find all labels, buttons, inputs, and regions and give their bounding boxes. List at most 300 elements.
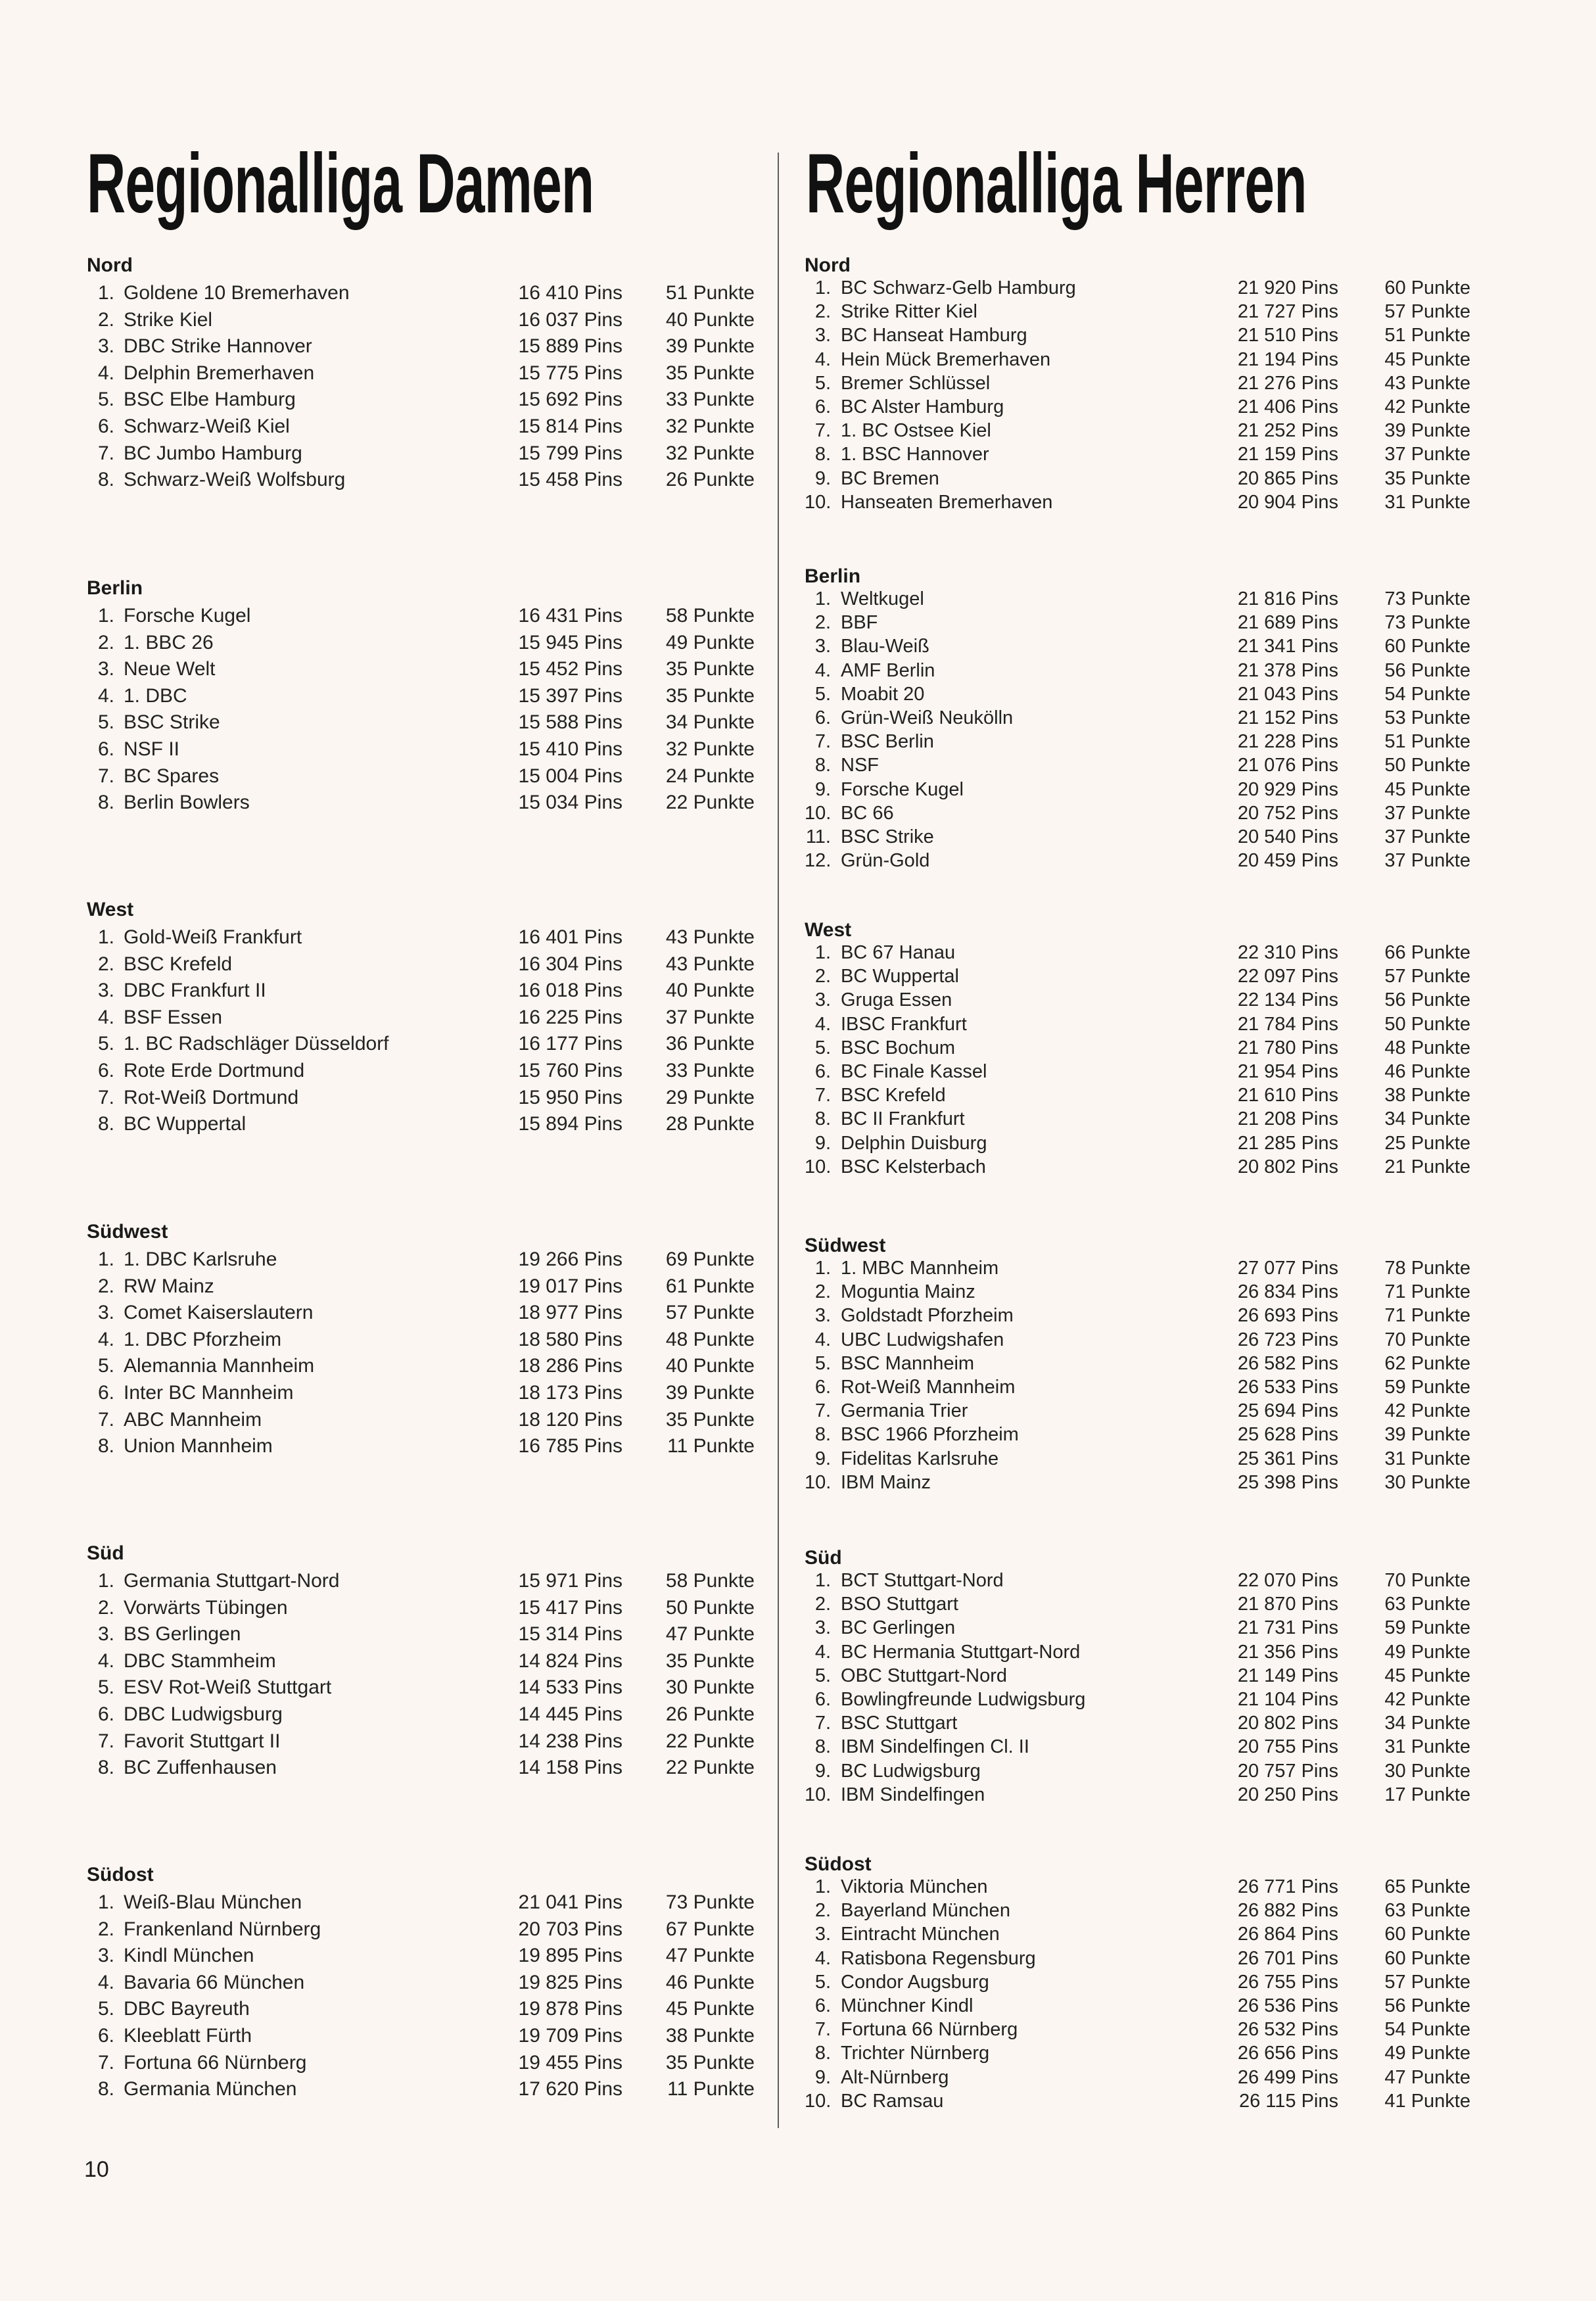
team-name: Bayerland München (841, 1900, 1010, 1922)
pins-cell: 26 656 Pins (1237, 2043, 1338, 2064)
table-row (805, 1375, 1470, 1399)
rank-cell: 3. (97, 1623, 114, 1646)
table-row (805, 1352, 1470, 1375)
table-row (805, 634, 1470, 658)
table-row (805, 276, 1470, 300)
table-row (805, 1616, 1470, 1640)
pins-cell: 14 533 Pins (518, 1676, 622, 1699)
team-name: BSO Stuttgart (841, 1594, 958, 1615)
team-name: Schwarz-Weiß Wolfsburg (124, 469, 346, 491)
rank-cell: 3. (814, 989, 831, 1011)
table-row (87, 468, 755, 492)
table-row (805, 2041, 1470, 2065)
pins-cell: 21 610 Pins (1237, 1085, 1338, 1106)
points-cell: 29 Punkte (665, 1086, 755, 1108)
points-cell: 70 Punkte (1384, 1329, 1470, 1350)
team-name: Blau-Weiß (841, 636, 929, 657)
points-cell: 41 Punkte (1384, 2090, 1470, 2112)
pins-cell: 22 310 Pins (1237, 942, 1338, 963)
table-row (805, 849, 1470, 872)
team-name: Bremer Schlüssel (841, 372, 991, 394)
rank-cell: 1. (97, 1891, 114, 1913)
team-name: ABC Mannheim (124, 1408, 262, 1431)
team-name: BC Wuppertal (124, 1113, 246, 1135)
pins-cell: 15 458 Pins (518, 469, 622, 491)
pins-cell: 21 406 Pins (1237, 396, 1338, 417)
rank-cell: 10. (805, 802, 832, 824)
points-cell: 45 Punkte (1384, 778, 1470, 800)
section-heading: Südost (87, 1864, 154, 1886)
pins-cell: 15 410 Pins (518, 738, 622, 760)
table-row (805, 2018, 1470, 2041)
pins-cell: 15 971 Pins (518, 1570, 622, 1592)
table-row (87, 926, 755, 949)
team-name: Moabit 20 (841, 683, 925, 705)
pins-cell: 21 780 Pins (1237, 1037, 1338, 1058)
rank-cell: 10. (805, 491, 832, 513)
pins-cell: 25 398 Pins (1237, 1471, 1338, 1493)
table-row (87, 281, 755, 305)
rank-cell: 3. (97, 1945, 114, 1967)
page-title-damen: Regionalliga Damen (87, 137, 594, 231)
team-name: Grün-Weiß Neukölln (841, 707, 1014, 728)
points-cell: 25 Punkte (1384, 1132, 1470, 1154)
points-cell: 39 Punkte (665, 1382, 755, 1404)
table-row (87, 1435, 755, 1458)
rank-cell: 7. (97, 442, 114, 464)
pins-cell: 15 397 Pins (518, 684, 622, 707)
points-cell: 43 Punkte (1384, 372, 1470, 394)
points-cell: 22 Punkte (665, 1757, 755, 1779)
rank-cell: 5. (97, 1033, 114, 1055)
points-cell: 70 Punkte (1384, 1570, 1470, 1591)
points-cell: 45 Punkte (1384, 1665, 1470, 1686)
team-name: BSC Elbe Hamburg (124, 389, 296, 411)
rank-cell: 2. (814, 301, 831, 323)
page-title-herren: Regionalliga Herren (806, 137, 1307, 231)
points-cell: 51 Punkte (1384, 325, 1470, 346)
rank-cell: 6. (814, 1995, 831, 2016)
team-name: BC Ludwigsburg (841, 1760, 981, 1782)
team-name: Fortuna 66 Nürnberg (124, 2051, 307, 2074)
table-row (805, 778, 1470, 801)
team-name: DBC Frankfurt II (124, 980, 266, 1002)
points-cell: 37 Punkte (1384, 444, 1470, 465)
table-row (805, 490, 1470, 514)
rank-cell: 2. (814, 966, 831, 987)
points-cell: 65 Punkte (1384, 1876, 1470, 1897)
pins-cell: 26 536 Pins (1237, 1995, 1338, 2016)
pins-cell: 17 620 Pins (518, 2078, 622, 2100)
table-row (805, 753, 1470, 777)
team-name: BC Bremen (841, 467, 939, 489)
points-cell: 32 Punkte (665, 415, 755, 437)
pins-cell: 20 459 Pins (1237, 850, 1338, 872)
points-cell: 46 Punkte (665, 1971, 755, 1993)
pins-cell: 26 693 Pins (1237, 1305, 1338, 1327)
table-row (805, 348, 1470, 371)
pins-cell: 22 097 Pins (1237, 966, 1338, 987)
team-name: BSC Strike (841, 826, 934, 847)
pins-cell: 26 115 Pins (1238, 2090, 1338, 2112)
pins-cell: 25 361 Pins (1237, 1448, 1338, 1469)
table-row (805, 1994, 1470, 2018)
pins-cell: 21 731 Pins (1237, 1617, 1338, 1639)
team-name: Neue Welt (124, 658, 216, 680)
team-name: Union Mannheim (124, 1435, 273, 1458)
points-cell: 35 Punkte (665, 684, 755, 707)
rank-cell: 8. (97, 1435, 114, 1458)
pins-cell: 15 894 Pins (518, 1113, 622, 1135)
points-cell: 54 Punkte (1384, 2019, 1470, 2041)
rank-cell: 3. (97, 1302, 114, 1324)
team-name: Rot-Weiß Mannheim (841, 1377, 1016, 1398)
table-row (87, 1032, 755, 1056)
rank-cell: 9. (814, 778, 831, 800)
team-name: Favorit Stuttgart II (124, 1730, 281, 1752)
pins-cell: 15 945 Pins (518, 631, 622, 653)
rank-cell: 1. (97, 605, 114, 627)
points-cell: 67 Punkte (665, 1918, 755, 1940)
pins-cell: 20 904 Pins (1237, 491, 1338, 513)
points-cell: 22 Punkte (665, 792, 755, 814)
points-cell: 47 Punkte (665, 1623, 755, 1646)
pins-cell: 21 356 Pins (1237, 1641, 1338, 1663)
team-name: BBF (841, 612, 878, 634)
team-name: BSC Mannheim (841, 1352, 975, 1374)
team-name: DBC Strike Hannover (124, 335, 312, 358)
points-cell: 39 Punkte (1384, 1424, 1470, 1446)
pins-cell: 21 041 Pins (518, 1891, 622, 1913)
rank-cell: 1. (814, 588, 831, 609)
pins-cell: 19 017 Pins (518, 1275, 622, 1297)
team-name: Delphin Duisburg (841, 1132, 987, 1154)
points-cell: 35 Punkte (665, 362, 755, 384)
team-name: 1. DBC Pforzheim (124, 1328, 282, 1350)
team-name: 1. DBC (124, 684, 187, 707)
rank-cell: 1. (97, 1570, 114, 1592)
points-cell: 32 Punkte (665, 442, 755, 464)
table-row (87, 791, 755, 815)
table-row (805, 964, 1470, 988)
pins-cell: 26 582 Pins (1237, 1352, 1338, 1374)
team-name: BSC Bochum (841, 1037, 956, 1058)
team-name: BC Jumbo Hamburg (124, 442, 302, 464)
rank-cell: 5. (97, 711, 114, 734)
table-row (87, 711, 755, 734)
table-row (87, 1328, 755, 1352)
points-cell: 48 Punkte (665, 1328, 755, 1350)
pins-cell: 27 077 Pins (1237, 1258, 1338, 1279)
rank-cell: 4. (97, 1971, 114, 1993)
points-cell: 58 Punkte (665, 605, 755, 627)
points-cell: 26 Punkte (665, 469, 755, 491)
points-cell: 38 Punkte (665, 2025, 755, 2047)
table-row (805, 1471, 1470, 1494)
rank-cell: 2. (97, 953, 114, 975)
points-cell: 45 Punkte (665, 1998, 755, 2020)
pins-cell: 16 304 Pins (518, 953, 622, 975)
points-cell: 31 Punkte (1384, 1448, 1470, 1469)
team-name: IBM Sindelfingen (841, 1784, 985, 1805)
team-name: Gold-Weiß Frankfurt (124, 926, 302, 948)
points-cell: 49 Punkte (1384, 2043, 1470, 2064)
pins-cell: 16 410 Pins (518, 282, 622, 304)
table-row (87, 1623, 755, 1646)
points-cell: 53 Punkte (1384, 707, 1470, 728)
table-row (805, 706, 1470, 730)
rank-cell: 7. (97, 1408, 114, 1431)
points-cell: 61 Punkte (665, 1275, 755, 1297)
points-cell: 47 Punkte (1384, 2066, 1470, 2088)
pins-cell: 22 070 Pins (1237, 1570, 1338, 1591)
team-name: BSC Krefeld (841, 1085, 946, 1106)
team-name: Forsche Kugel (841, 778, 964, 800)
pins-cell: 18 120 Pins (518, 1408, 622, 1431)
rank-cell: 3. (814, 1617, 831, 1639)
pins-cell: 18 580 Pins (518, 1328, 622, 1350)
team-name: BC Gerlingen (841, 1617, 956, 1639)
rank-cell: 2. (814, 612, 831, 634)
team-name: 1. BC Ostsee Kiel (841, 420, 991, 442)
table-row (805, 941, 1470, 964)
team-name: Ratisbona Regensburg (841, 1947, 1036, 1969)
points-cell: 26 Punkte (665, 1703, 755, 1725)
team-name: DBC Bayreuth (124, 1998, 250, 2020)
table-row (805, 2089, 1470, 2113)
pins-cell: 21 954 Pins (1237, 1061, 1338, 1082)
points-cell: 11 Punkte (667, 2078, 755, 2100)
table-row (87, 1112, 755, 1136)
pins-cell: 15 034 Pins (518, 792, 622, 814)
table-row (87, 442, 755, 465)
table-row (87, 1997, 755, 2021)
rank-cell: 8. (814, 755, 831, 776)
team-name: 1. MBC Mannheim (841, 1258, 999, 1279)
team-name: Hein Mück Bremerhaven (841, 348, 1051, 370)
points-cell: 35 Punkte (665, 1649, 755, 1672)
points-cell: 42 Punkte (1384, 1689, 1470, 1710)
table-row (805, 300, 1470, 323)
pins-cell: 26 532 Pins (1237, 2019, 1338, 2041)
pins-cell: 26 771 Pins (1237, 1876, 1338, 1897)
team-name: Inter BC Mannheim (124, 1382, 294, 1404)
points-cell: 73 Punkte (665, 1891, 755, 1913)
rank-cell: 7. (814, 420, 831, 442)
pins-cell: 15 799 Pins (518, 442, 622, 464)
team-name: BC Hanseat Hamburg (841, 325, 1027, 346)
table-row (805, 1131, 1470, 1155)
pins-cell: 26 499 Pins (1237, 2066, 1338, 2088)
table-row (805, 1060, 1470, 1083)
points-cell: 40 Punkte (665, 980, 755, 1002)
team-name: Rote Erde Dortmund (124, 1060, 305, 1081)
table-row (805, 1899, 1470, 1922)
rank-cell: 4. (814, 1947, 831, 1969)
team-name: Bowlingfreunde Ludwigsburg (841, 1689, 1086, 1710)
rank-cell: 5. (814, 1665, 831, 1686)
pins-cell: 26 723 Pins (1237, 1329, 1338, 1350)
points-cell: 33 Punkte (665, 1060, 755, 1081)
points-cell: 30 Punkte (665, 1676, 755, 1699)
points-cell: 30 Punkte (1384, 1760, 1470, 1782)
points-cell: 43 Punkte (665, 953, 755, 975)
pins-cell: 15 452 Pins (518, 658, 622, 680)
points-cell: 50 Punkte (1384, 755, 1470, 776)
table-row (805, 1423, 1470, 1446)
rank-cell: 3. (97, 980, 114, 1002)
points-cell: 71 Punkte (1384, 1305, 1470, 1327)
points-cell: 21 Punkte (1384, 1156, 1470, 1177)
rank-cell: 6. (97, 1382, 114, 1404)
team-name: BSC 1966 Pforzheim (841, 1424, 1019, 1446)
points-cell: 62 Punkte (1384, 1352, 1470, 1374)
table-row (805, 1012, 1470, 1036)
rank-cell: 2. (97, 1918, 114, 1940)
rank-cell: 6. (97, 1060, 114, 1081)
rank-cell: 4. (814, 1329, 831, 1350)
table-row (805, 1947, 1470, 1970)
team-name: Eintracht München (841, 1924, 1000, 1945)
team-name: 1. DBC Karlsruhe (124, 1248, 277, 1270)
pins-cell: 16 037 Pins (518, 308, 622, 331)
table-row (87, 1381, 755, 1405)
pins-cell: 21 076 Pins (1237, 755, 1338, 776)
rank-cell: 3. (814, 325, 831, 346)
table-row (87, 1569, 755, 1593)
table-row (87, 1649, 755, 1673)
team-name: RW Mainz (124, 1275, 214, 1297)
table-row (87, 1086, 755, 1110)
table-row (805, 419, 1470, 442)
rank-cell: 6. (814, 396, 831, 417)
rank-cell: 6. (814, 1377, 831, 1398)
rank-cell: 8. (814, 1424, 831, 1446)
team-name: BSF Essen (124, 1006, 223, 1028)
points-cell: 57 Punkte (1384, 966, 1470, 987)
rank-cell: 7. (814, 1085, 831, 1106)
team-name: Comet Kaiserslautern (124, 1302, 314, 1324)
rank-cell: 2. (814, 1900, 831, 1922)
points-cell: 60 Punkte (1384, 1924, 1470, 1945)
table-row (805, 659, 1470, 682)
pins-cell: 15 004 Pins (518, 765, 622, 787)
table-row (805, 323, 1470, 347)
table-row (87, 1756, 755, 1780)
pins-cell: 21 689 Pins (1237, 612, 1338, 634)
team-name: BSC Krefeld (124, 953, 233, 975)
team-name: Grün-Gold (841, 850, 930, 872)
points-cell: 42 Punkte (1384, 396, 1470, 417)
team-name: Moguntia Mainz (841, 1281, 975, 1303)
table-row (87, 1301, 755, 1325)
points-cell: 78 Punkte (1384, 1258, 1470, 1279)
section-heading: Süd (87, 1542, 124, 1564)
table-row (87, 1408, 755, 1432)
team-name: Strike Kiel (124, 308, 213, 331)
points-cell: 37 Punkte (1384, 850, 1470, 872)
rank-cell: 8. (97, 1757, 114, 1779)
table-row (805, 1970, 1470, 1994)
table-row (805, 1783, 1470, 1807)
points-cell: 35 Punkte (665, 2051, 755, 2074)
points-cell: 33 Punkte (665, 389, 755, 411)
table-row (87, 1730, 755, 1753)
pins-cell: 14 824 Pins (518, 1649, 622, 1672)
points-cell: 51 Punkte (1384, 731, 1470, 753)
table-row (805, 1664, 1470, 1688)
points-cell: 43 Punkte (665, 926, 755, 948)
pins-cell: 20 929 Pins (1237, 778, 1338, 800)
section-heading: Süd (805, 1547, 842, 1569)
rank-cell: 1. (97, 1248, 114, 1270)
table-row (87, 1918, 755, 1941)
table-row (805, 395, 1470, 419)
pins-cell: 14 445 Pins (518, 1703, 622, 1725)
team-name: NSF (841, 755, 879, 776)
pins-cell: 21 341 Pins (1237, 636, 1338, 657)
team-name: Münchner Kindl (841, 1995, 974, 2016)
table-row (87, 1891, 755, 1914)
points-cell: 66 Punkte (1384, 942, 1470, 963)
table-row (805, 1759, 1470, 1783)
rank-cell: 5. (97, 1998, 114, 2020)
rank-cell: 2. (97, 1275, 114, 1297)
rank-cell: 9. (814, 1448, 831, 1469)
table-row (87, 765, 755, 788)
rank-cell: 3. (814, 1924, 831, 1945)
section-heading: Südwest (805, 1235, 886, 1256)
pins-cell: 18 286 Pins (518, 1355, 622, 1377)
table-row (805, 1592, 1470, 1616)
team-name: Forsche Kugel (124, 605, 251, 627)
table-row (87, 308, 755, 332)
team-name: Rot-Weiß Dortmund (124, 1086, 299, 1108)
pins-cell: 19 878 Pins (518, 1998, 622, 2020)
points-cell: 58 Punkte (665, 1570, 755, 1592)
rank-cell: 4. (97, 1328, 114, 1350)
pins-cell: 21 816 Pins (1237, 588, 1338, 609)
pins-cell: 20 540 Pins (1237, 826, 1338, 847)
team-name: 1. BBC 26 (124, 631, 214, 653)
pins-cell: 19 825 Pins (518, 1971, 622, 1993)
pins-cell: 26 533 Pins (1237, 1377, 1338, 1398)
table-row (805, 1155, 1470, 1179)
points-cell: 60 Punkte (1384, 1947, 1470, 1969)
table-row (805, 442, 1470, 466)
rank-cell: 2. (814, 1281, 831, 1303)
rank-cell: 10. (805, 1471, 832, 1493)
rank-cell: 6. (97, 738, 114, 760)
pins-cell: 21 378 Pins (1237, 659, 1338, 681)
table-row (87, 335, 755, 358)
rank-cell: 9. (814, 467, 831, 489)
pins-cell: 21 252 Pins (1237, 420, 1338, 442)
team-name: BSC Kelsterbach (841, 1156, 986, 1177)
rank-cell: 8. (814, 1108, 831, 1130)
rank-cell: 7. (97, 1086, 114, 1108)
table-row (87, 362, 755, 385)
points-cell: 34 Punkte (1384, 1713, 1470, 1734)
team-name: 1. BC Radschläger Düsseldorf (124, 1033, 389, 1055)
team-name: DBC Stammheim (124, 1649, 276, 1672)
rank-cell: 1. (814, 1570, 831, 1591)
table-row (87, 2051, 755, 2075)
points-cell: 39 Punkte (665, 335, 755, 358)
page-number: 10 (84, 2157, 109, 2182)
rank-cell: 8. (97, 2078, 114, 2100)
pins-cell: 21 043 Pins (1237, 683, 1338, 705)
